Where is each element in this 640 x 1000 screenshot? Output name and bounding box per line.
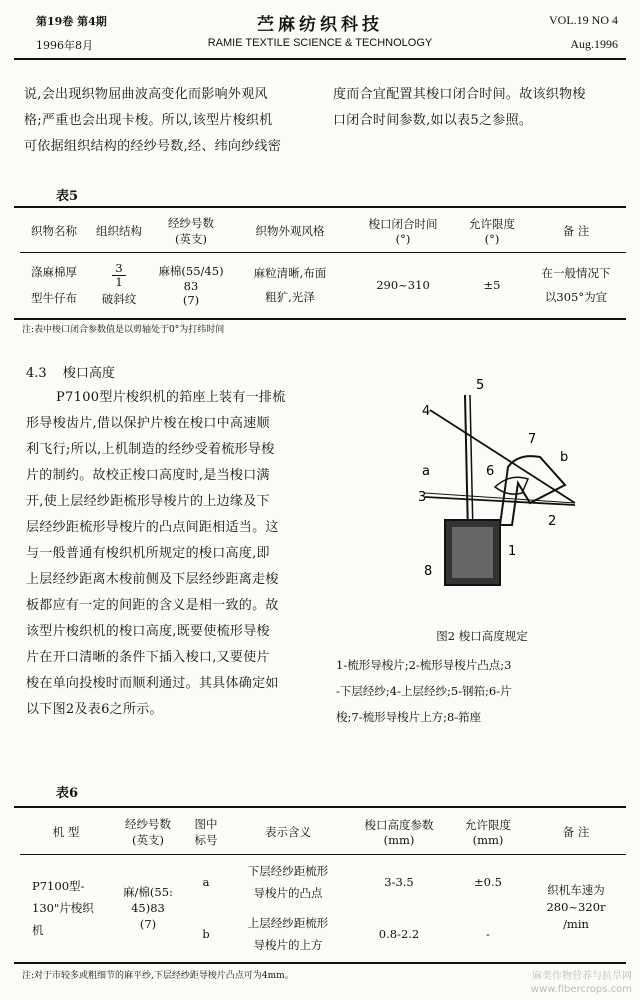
figure-2-diagram (400, 375, 600, 600)
table5-header-row (20, 210, 626, 252)
cell-param-a: 3-3.5 (384, 874, 414, 889)
table5-data-row (20, 254, 626, 316)
header-volume-en: VOL.19 NO 4 (549, 13, 618, 27)
sley-block-inner (452, 527, 493, 578)
col-yarn-count (150, 210, 232, 252)
table6-header-row (20, 810, 626, 854)
table5-bottom-rule (14, 318, 626, 320)
header-line: (mm) (383, 832, 415, 847)
table5-label: 表5 (56, 189, 79, 204)
cell-remark (526, 856, 626, 960)
legend-line: 1-梳形导梭片;2-梳形导梭片凸点;3 (336, 658, 512, 672)
table5 (20, 210, 626, 316)
cell-line: 130"片梭织 (32, 900, 94, 915)
reed-line (465, 395, 468, 535)
table6-label: 表6 (56, 786, 79, 801)
section-number: 4.3 (26, 366, 47, 381)
cell-appearance (232, 254, 348, 316)
cell-line: 上层经纱距梳形 (247, 915, 329, 930)
header-line: 经纱号数 (168, 215, 214, 230)
fig-label-3: 3 (418, 490, 427, 505)
cell-line: 导梭片的凸点 (253, 885, 323, 900)
figure-2-caption: 图2 梭口高度规定 (436, 629, 528, 643)
weave-fraction (112, 262, 125, 289)
body-text (26, 385, 326, 723)
cell-line: 以305°为宜 (544, 289, 608, 304)
cell-line: (7) (182, 292, 200, 307)
cell-line: 机 (32, 922, 44, 937)
text-line: 以下图2及表6之所示。 (26, 702, 163, 717)
col-param (348, 810, 450, 854)
cell-fabric-name (20, 254, 88, 316)
text-line: 上层经纱距离木梭前侧及下层经纱距离走梭 (26, 572, 279, 587)
cell-close-time: 290~310 (376, 277, 430, 292)
text-line: 片在开口清晰的条件下插入梭口,又要使片 (26, 650, 270, 665)
table6 (20, 810, 626, 960)
fig-label-7: 7 (528, 432, 537, 447)
cell-line: 导梭片的上方 (253, 937, 323, 952)
text-line: 片的制约。故校正梭口高度时,是当梭口满 (26, 468, 270, 483)
cell-model (20, 856, 112, 960)
cell-line: P7100型- (32, 878, 85, 893)
col-tolerance (458, 210, 526, 252)
header-volume: 第19卷 第4期 (36, 15, 107, 28)
cell-remark (526, 254, 626, 316)
cell-yarn-count (150, 254, 232, 316)
cell-meaning-b (228, 908, 348, 960)
header-line: 经纱号数 (125, 816, 171, 831)
text-line: 开,使上层经纱距梳形导梭片的上边缘及下 (26, 494, 270, 509)
cell-param-b: 0.8-2.2 (378, 926, 420, 941)
figure-2-legend (336, 652, 632, 730)
watermark (531, 970, 632, 996)
fig-label-2: 2 (548, 514, 557, 529)
cell-line: (7) (139, 916, 157, 931)
col-remark: 备 注 (562, 824, 590, 839)
text-line: 梭在单向投梭时而顺利通过。其具体确定如 (26, 676, 279, 691)
table5-note: 注:表中梭口闭合参数值是以剪轴处于0°为打纬时间 (22, 325, 225, 335)
header-line: (mm) (472, 832, 504, 847)
cell-line: /min (563, 917, 589, 931)
col-figure-mark (184, 810, 228, 854)
cell-tolerance-b: - (486, 926, 490, 941)
cell-weave (88, 254, 150, 316)
cell-line: 粗犷,光泽 (265, 289, 315, 304)
section-title: 梭口高度 (62, 366, 115, 381)
weave-denominator: 1 (115, 275, 123, 289)
header-line: (英支) (175, 231, 207, 246)
upper-warp-line (430, 410, 575, 503)
text-line: 利飞行;所以,上机制造的经纱受着梳形导梭 (26, 442, 275, 457)
text-line: 与一般普通有梭织机所规定的梭口高度,即 (26, 546, 270, 561)
text-line: 形导梭齿片,借以保护片梭在梭口中高速顺 (26, 416, 270, 431)
watermark-line: 麻类作物营养与抗旱网 (532, 971, 632, 982)
journal-title-cn: 苎麻纺织科技 (257, 15, 383, 35)
col-yarn-count (112, 810, 184, 854)
journal-title-en: RAMIE TEXTILE SCIENCE & TECHNOLOGY (207, 37, 433, 49)
text-line: 该型片梭织机的梭口高度,既要使梳形导梭 (26, 624, 270, 639)
table6-bottom-rule (14, 962, 626, 964)
section-heading (26, 362, 115, 381)
legend-line: -下层经纱;4-上层经纱;5-钢筘;6-片 (336, 684, 512, 698)
header-line: 梭口闭合时间 (368, 216, 438, 231)
cell-line: 涤麻棉厚 (31, 264, 77, 279)
header-line: 图中 (194, 816, 218, 831)
col-remark: 备 注 (562, 223, 590, 238)
cell-line: 麻/棉(55: (123, 884, 173, 899)
header-line: 梭口高度参数 (364, 817, 434, 832)
reed-line-2 (470, 395, 473, 535)
cell-yarn-count (112, 856, 184, 960)
text-line: 层经纱距梳形导梭片的凸点间距相适当。这 (26, 520, 279, 535)
table6-note: 注:对于市较多或粗细节的麻平纱,下层经纱距导梭片凸点可为4mm。 (22, 971, 294, 981)
cell-mark-a: a (202, 874, 210, 889)
cell-tolerance: ±5 (483, 277, 501, 292)
cell-line: 下层经纱距梳形 (247, 863, 329, 878)
cell-line: 在一般情况下 (541, 265, 611, 280)
legend-line: 梭;7-梳形导梭片上方;8-筘座 (336, 710, 482, 724)
header-date-en: Aug.1996 (570, 37, 618, 51)
fig-label-b: b (560, 450, 569, 465)
text-line: 格;严重也会出现卡梭。所以,该型片梭织机 (24, 113, 273, 128)
cell-line: 麻粒清晰,布面 (253, 265, 327, 280)
weave-numerator: 3 (112, 262, 125, 276)
fig-label-1: 1 (508, 544, 517, 559)
text-line: 口闭合时间参数,如以表5之参照。 (333, 113, 533, 128)
fig-label-8: 8 (424, 564, 433, 579)
col-meaning: 表示含义 (265, 824, 311, 839)
cell-line: 280~320r (546, 900, 606, 914)
fig-label-5: 5 (476, 378, 485, 393)
header-rule (14, 58, 626, 60)
fig-label-a: a (422, 464, 430, 479)
header-line: (°) (395, 231, 411, 246)
intro-left-column (24, 82, 324, 160)
header-line: (英支) (132, 832, 164, 847)
table6-row-a (20, 856, 626, 908)
col-model: 机 型 (52, 824, 80, 839)
header-date-cn: 1996年8月 (36, 39, 93, 52)
cell-line: 83 (183, 278, 199, 293)
fig-label-6: 6 (486, 464, 495, 479)
text-line: P7100型片梭织机的筘座上装有一排梳 (56, 390, 286, 405)
cell-line: 型牛仔布 (31, 290, 77, 305)
table5-top-rule (14, 206, 626, 208)
projectile-shape (495, 477, 528, 494)
cell-tolerance-a: ±0.5 (474, 874, 502, 889)
cell-mark-b: b (202, 926, 210, 941)
col-close-time (348, 210, 458, 252)
col-appearance: 织物外观风格 (255, 223, 325, 238)
text-line: 板都应有一定的间距的含义是相一致的。故 (26, 598, 279, 613)
header-line: 标号 (194, 832, 218, 847)
text-line: 可依据组织结构的经纱号数,经、纬向纱线密 (24, 139, 282, 154)
intro-right-column (333, 82, 633, 134)
cell-meaning-a (228, 856, 348, 908)
cell-line: 织机车速为 (547, 883, 605, 897)
header-line: (°) (484, 231, 500, 246)
col-tolerance (450, 810, 526, 854)
header-line: 允许限度 (469, 216, 515, 231)
fig-label-4: 4 (422, 404, 431, 419)
watermark-line: www.fibercrops.com (530, 984, 632, 995)
col-fabric-name: 织物名称 (31, 223, 77, 238)
col-weave: 组织结构 (96, 223, 142, 238)
text-line: 度而合宜配置其梭口闭合时间。故该织物梭 (333, 87, 586, 102)
header-line: 允许限度 (465, 817, 511, 832)
cell-line: 麻棉(55/45) (158, 263, 224, 278)
cell-line: 45)83 (131, 900, 165, 915)
text-line: 说,会出现织物屈曲波高变化而影响外观风 (24, 87, 268, 102)
weave-name: 破斜纹 (101, 292, 137, 306)
table6-top-rule (14, 806, 626, 808)
